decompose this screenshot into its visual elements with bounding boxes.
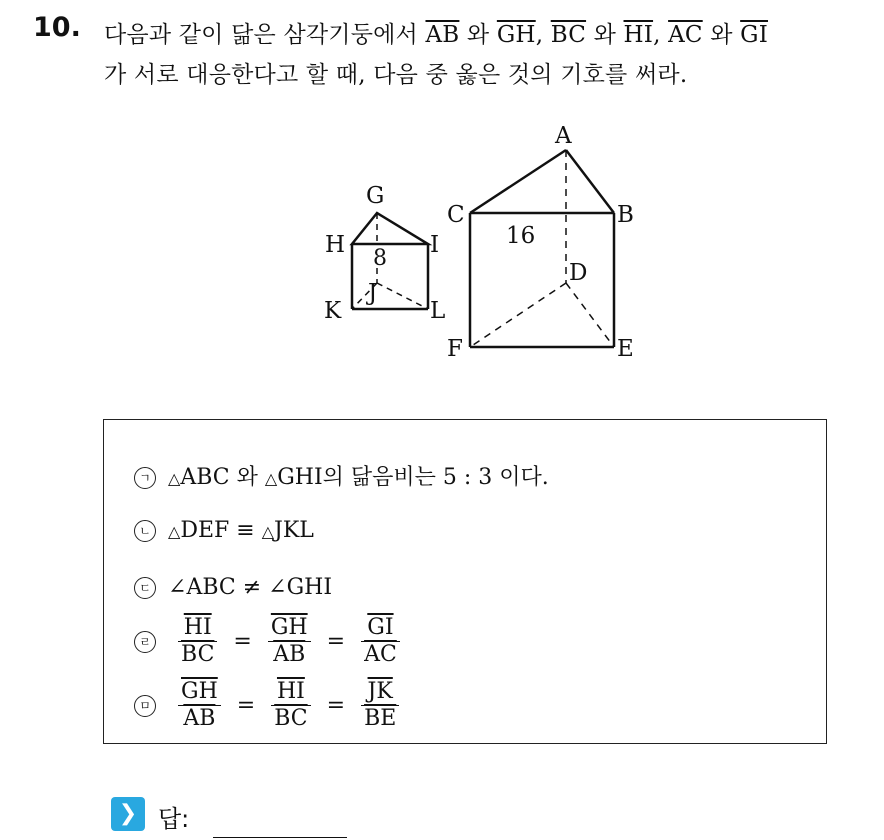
segment-ab: $\overline{AB}$ [425, 22, 460, 48]
comma: , [653, 22, 661, 48]
fraction-numerator: $\overline{HI}$ [178, 615, 217, 642]
edge-ab [566, 150, 614, 213]
angle-symbol: ∠ [168, 575, 187, 600]
fraction-numerator: $\overline{GI}$ [361, 615, 400, 642]
equals-sign: = [236, 693, 256, 718]
choice-text: 의 닮음비는 5 : 3 이다. [322, 465, 549, 490]
choice-2 [134, 518, 314, 543]
segment-gi: $\overline{GI}$ [740, 22, 769, 48]
segment-hi: $\overline{HI}$ [623, 22, 654, 48]
fraction-denominator: BC [181, 642, 215, 667]
answer-label: 답: [158, 805, 190, 833]
segment-ac: $\overline{AC}$ [668, 22, 703, 48]
fraction [361, 679, 399, 732]
fraction-numerator: $\overline{JK}$ [361, 679, 399, 706]
small-length-label: 8 [373, 246, 387, 271]
question-line-2: 가 서로 대응한다고 할 때, 다음 중 옳은 것의 기호를 써라. [104, 62, 688, 88]
answer-blank[interactable] [213, 837, 347, 838]
triangle-symbol: △ [261, 522, 275, 541]
vertex-b: B [617, 202, 634, 228]
not-equal-symbol: ≠ [242, 575, 262, 600]
triangle-symbol: △ [168, 522, 181, 541]
segment-bc: $\overline{BC}$ [550, 22, 587, 48]
question-number: 10. [33, 12, 81, 43]
fraction [268, 615, 311, 668]
choice-1 [134, 460, 549, 491]
fraction [178, 679, 221, 732]
vertex-g: G [366, 183, 385, 209]
angle-symbol: ∠ [268, 575, 287, 600]
vertex-i: I [430, 232, 440, 258]
angle-name: ABC [186, 575, 236, 600]
equals-sign: = [233, 629, 252, 654]
triangle-name: GHI [277, 465, 323, 490]
vertex-f: F [447, 336, 463, 362]
congruent-symbol: ≡ [236, 518, 255, 543]
word-wa: 와 [710, 22, 733, 48]
triangle-name: ABC [180, 465, 230, 490]
choice-4 [134, 615, 403, 668]
edge-df [470, 283, 566, 347]
edge-de [566, 283, 614, 347]
edge-ac [470, 150, 566, 213]
choice-5 [134, 679, 402, 732]
triangle-name: JKL [274, 518, 314, 543]
equals-sign: = [326, 629, 346, 654]
vertex-k: K [324, 298, 342, 324]
choice-marker: ㅁ [134, 695, 156, 717]
triangle-name: DEF [180, 518, 230, 543]
vertex-d: D [569, 260, 588, 286]
fraction-denominator: AB [183, 706, 216, 731]
choice-marker: ㄱ [134, 467, 156, 489]
choice-3 [134, 575, 332, 600]
small-prism-top-face [352, 213, 428, 244]
fraction-denominator: BE [364, 706, 397, 731]
segment-gh: $\overline{GH}$ [496, 22, 536, 48]
vertex-e: E [617, 336, 634, 362]
word-wa: 와 [593, 22, 616, 48]
fraction-denominator: AB [273, 642, 306, 667]
fraction [271, 679, 310, 732]
triangle-symbol: △ [168, 469, 181, 488]
fraction [361, 615, 400, 668]
large-prism-hidden-edges [470, 150, 614, 347]
vertex-j: J [368, 280, 378, 306]
question-prefix: 다음과 같이 닮은 삼각기둥에서 [104, 22, 418, 48]
fraction [178, 615, 217, 668]
large-length-label: 16 [506, 223, 536, 249]
word-wa: 와 [236, 465, 258, 490]
comma: , [535, 22, 544, 48]
choice-marker: ㄴ [134, 520, 156, 542]
word-wa: 와 [466, 22, 490, 48]
vertex-l: L [430, 298, 446, 324]
angle-name: GHI [286, 575, 333, 600]
fraction-denominator: BC [274, 706, 308, 731]
fraction-numerator: $\overline{GH}$ [178, 679, 221, 706]
equals-sign: = [326, 693, 346, 718]
vertex-c: C [447, 202, 465, 228]
choice-marker: ㄹ [134, 631, 156, 653]
prism-figure [0, 0, 884, 400]
choice-marker: ㄷ [134, 577, 156, 599]
triangle-symbol: △ [264, 469, 278, 488]
vertex-a: A [555, 123, 572, 149]
chevron-right-icon: ❯ [111, 797, 145, 831]
fraction-numerator: $\overline{HI}$ [271, 679, 310, 706]
fraction-numerator: $\overline{GH}$ [268, 615, 311, 642]
vertex-h: H [325, 232, 346, 258]
fraction-denominator: AC [364, 642, 397, 667]
edge-jl [377, 283, 428, 309]
